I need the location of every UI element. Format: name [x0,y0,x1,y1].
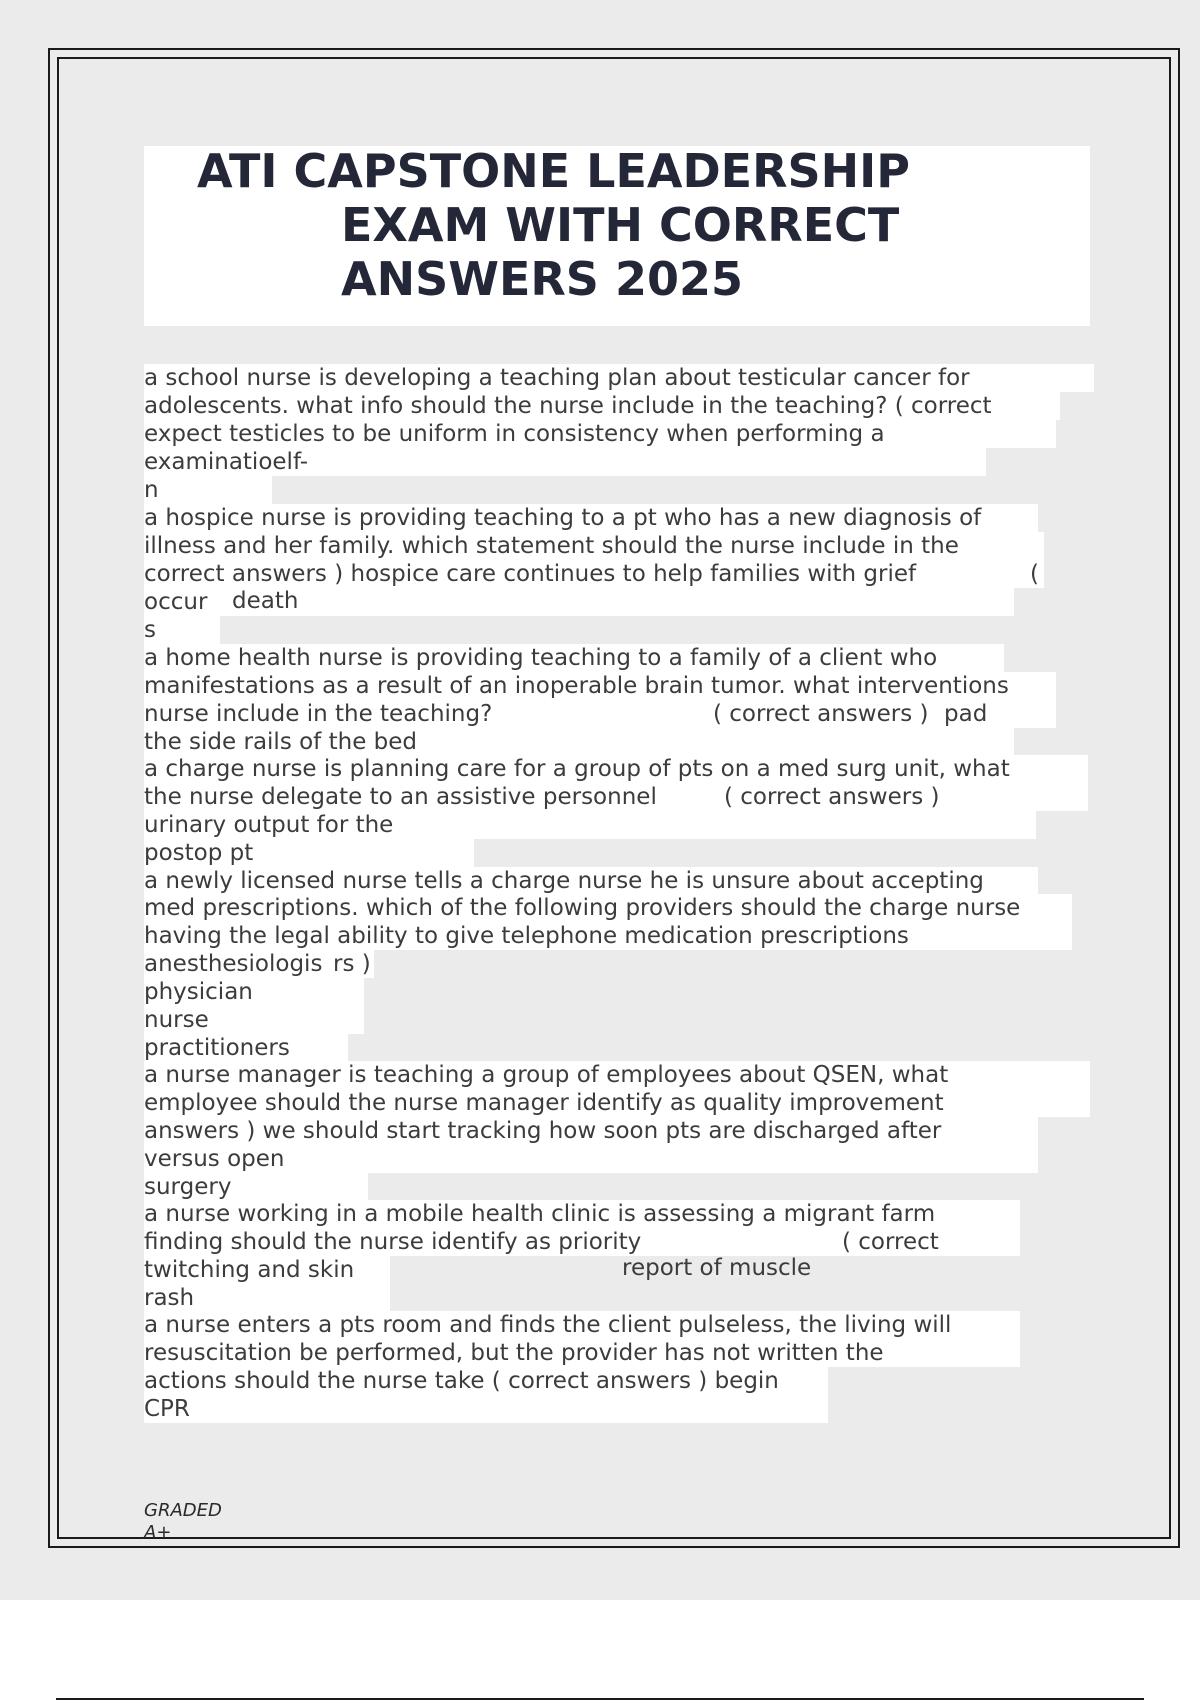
body-line: adolescents. what info should the nurse include in the teaching? ( correct [144,392,1060,420]
body-line: a nurse working in a mobile health clinic is assessing a migrant farm [144,1200,1020,1228]
body-line: answers ) we should start tracking how soon pts are discharged after [144,1117,1038,1145]
body-line: nurse [144,1006,364,1034]
body-line: employee should the nurse manager identify as quality improvement [144,1089,1090,1117]
document-title-line-2: EXAM WITH CORRECT [341,198,900,252]
text-fragment: death [232,588,299,614]
body-line: occur [144,588,1014,616]
body-line: anesthesiologis [144,950,374,978]
body-line: s [144,616,220,644]
body-line: urinary output for the [144,811,1036,839]
body-line: examinatioelf- [144,448,986,476]
document-title-line-1: ATI CAPSTONE LEADERSHIP [197,144,910,198]
body-line: having the legal ability to give telephone medication prescriptions [144,922,1072,950]
graded-label-line-1: GRADED [144,1500,222,1521]
body-line: a nurse manager is teaching a group of employees about QSEN, what [144,1061,1090,1089]
body-line: nurse include in the teaching? [144,700,1056,728]
body-line: expect testicles to be uniform in consistency when performing a [144,420,1056,448]
body-line: surgery [144,1173,368,1201]
body-line: actions should the nurse take ( correct answers ) begin [144,1367,828,1395]
body-line: resuscitation be performed, but the provider has not written the [144,1339,1020,1367]
text-fragment: report of muscle [622,1255,812,1281]
graded-label [144,1500,222,1544]
body-line: a nurse enters a pts room and finds the client pulseless, the living will [144,1311,1020,1339]
body-line: the side rails of the bed [144,728,1014,756]
text-fragment: rs ) [333,951,371,977]
body-line: illness and her family. which statement should the nurse include in the [144,532,1044,560]
body-line: versus open [144,1145,1038,1173]
body-line: twitching and skin [144,1256,390,1284]
body-line: physician [144,978,364,1006]
text-fragment: ( correct [842,1229,939,1255]
body-line: a hospice nurse is providing teaching to a pt who has a new diagnosis of [144,504,1038,532]
text-fragment: ( correct answers ) [724,784,940,810]
body-line: a charge nurse is planning care for a group of pts on a med surg unit, what [144,755,1088,783]
body-line: CPR [144,1395,828,1423]
body-line: n [144,476,272,504]
body-line: practitioners [144,1034,348,1062]
body-line: manifestations as a result of an inoperable brain tumor. what interventions [144,672,1056,700]
body-line: finding should the nurse identify as priority [144,1228,1020,1256]
body-line: med prescriptions. which of the following providers should the charge nurse [144,894,1072,922]
body-line: rash [144,1284,390,1312]
text-fragment: ( correct answers ) [713,701,929,727]
body-line: a school nurse is developing a teaching plan about testicular cancer for [144,364,1094,392]
graded-label-line-2: A+ [144,1522,172,1543]
document-title-line-3: ANSWERS 2025 [341,252,743,306]
text-fragment: pad [944,701,988,727]
body-line: a newly licensed nurse tells a charge nurse he is unsure about accepting [144,867,1038,895]
body-line: the nurse delegate to an assistive personnel [144,783,1088,811]
body-line: correct answers ) hospice care continues to help families with grief [144,560,1044,588]
body-line: a home health nurse is providing teaching to a family of a client who [144,644,1004,672]
text-fragment: ( [1030,561,1039,587]
body-line: postop pt [144,839,474,867]
